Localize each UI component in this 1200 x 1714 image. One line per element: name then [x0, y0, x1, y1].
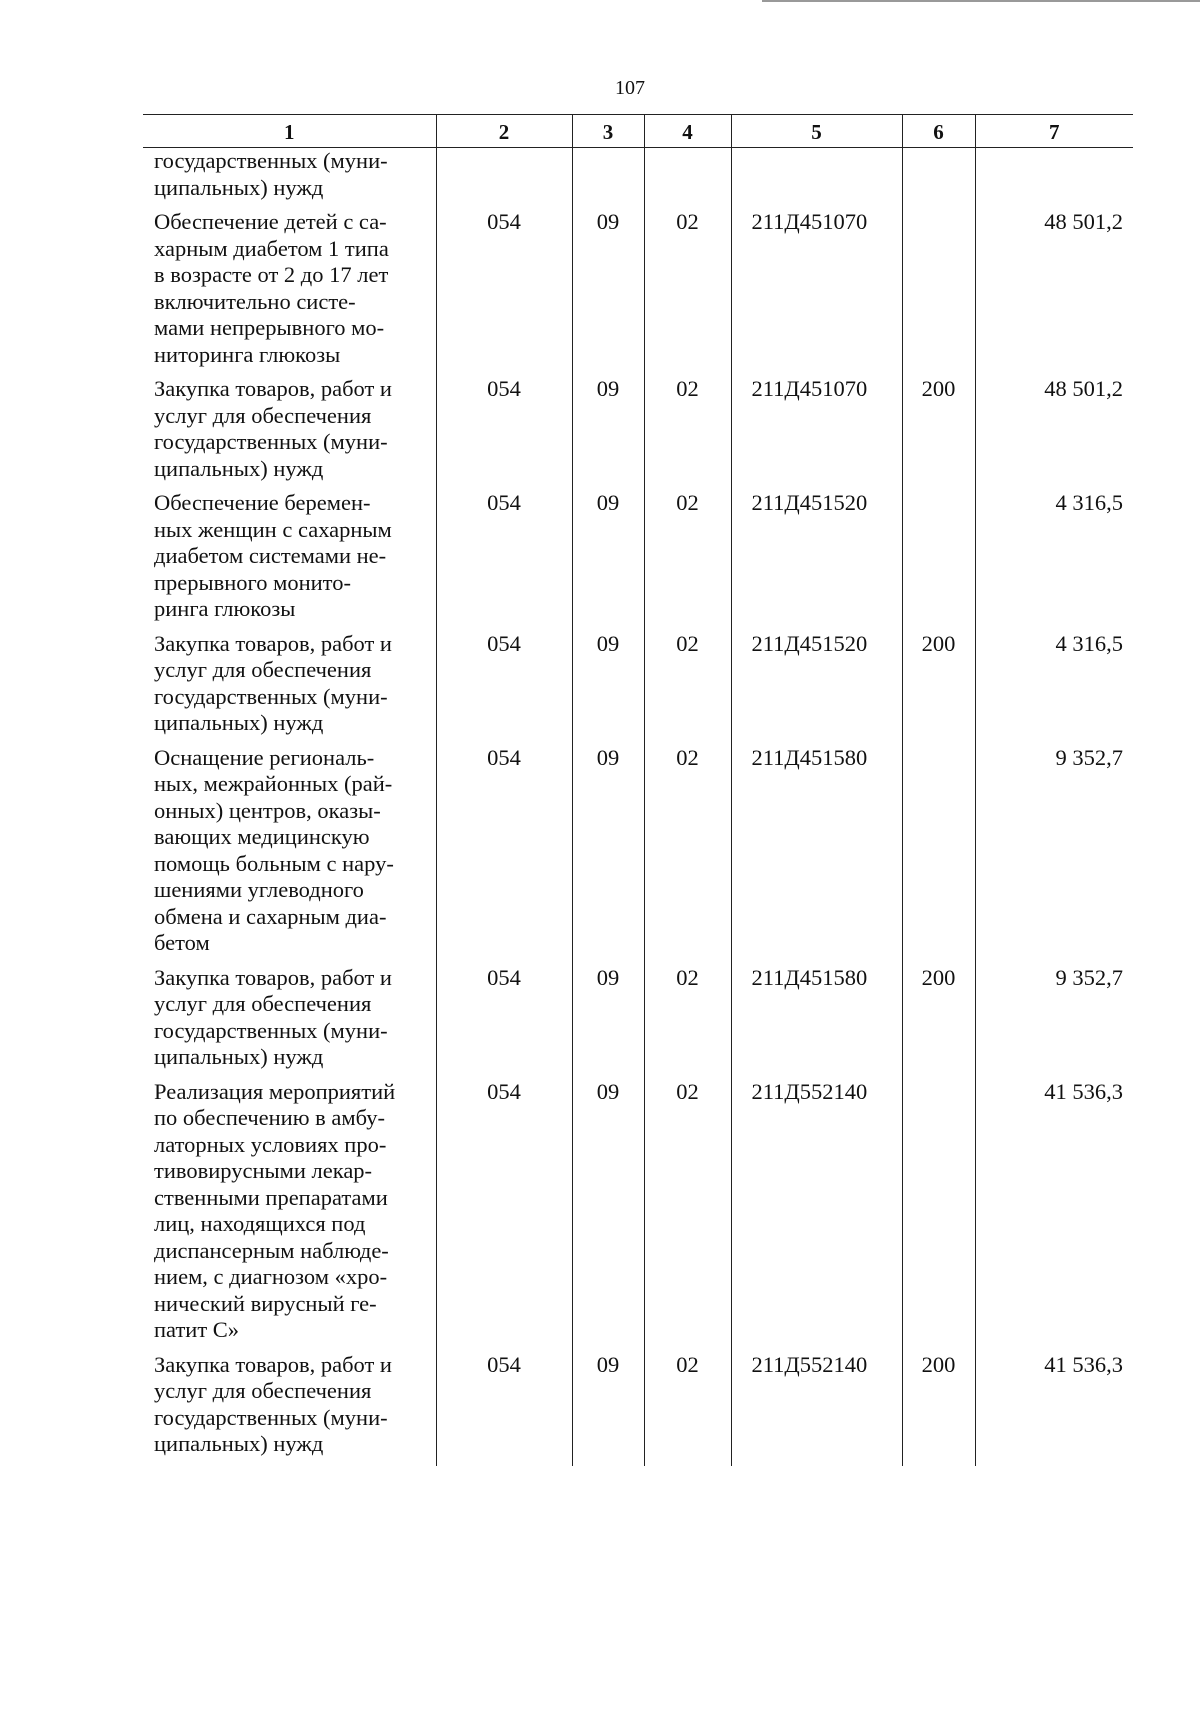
- table-row: [143, 745, 1133, 957]
- description-line: ственными препаратами: [154, 1184, 388, 1210]
- cell-description: [143, 965, 436, 1071]
- spacer-cell: [143, 1344, 436, 1352]
- description-line: государственных (муни-: [154, 683, 388, 709]
- spacer-cell: [143, 1071, 436, 1079]
- cell-amount: 4 316,5: [975, 631, 1133, 737]
- cell-ministry-code: 054: [436, 1079, 572, 1344]
- spacer-cell: [143, 368, 436, 376]
- description-line: Закупка товаров, работ и: [154, 964, 392, 990]
- spacer-cell: [975, 1071, 1133, 1079]
- description-line: ципальных) нужд: [154, 1044, 324, 1069]
- cell-target-article: 211Д451580: [731, 965, 902, 1071]
- spacer-cell: [975, 957, 1133, 965]
- cell-target-article: 211Д552140: [731, 1079, 902, 1344]
- row-spacer: [143, 957, 1133, 965]
- cell-expense-type: 200: [902, 1352, 975, 1458]
- description-line: обмена и сахарным диа-: [154, 903, 387, 929]
- cell-expense-type: [902, 745, 975, 957]
- spacer-cell: [731, 368, 902, 376]
- description-line: ных женщин с сахарным: [154, 516, 392, 542]
- spacer-cell: [644, 623, 731, 631]
- cell-target-article: 211Д451580: [731, 745, 902, 957]
- spacer-cell: [902, 1458, 975, 1466]
- spacer-cell: [572, 623, 644, 631]
- cell-subsection: 02: [644, 209, 731, 368]
- spacer-cell: [143, 957, 436, 965]
- spacer-cell: [731, 1458, 902, 1466]
- description-line: ципальных) нужд: [154, 455, 324, 481]
- page-number: 107: [615, 77, 645, 99]
- spacer-cell: [436, 368, 572, 376]
- cell-section: 09: [572, 209, 644, 368]
- spacer-cell: [975, 1458, 1133, 1466]
- description-line: нием, с диагнозом «хро-: [154, 1264, 388, 1289]
- cell-subsection: 02: [644, 490, 731, 623]
- spacer-cell: [143, 623, 436, 631]
- cell-subsection: 02: [644, 965, 731, 1071]
- cell-expense-type: [902, 148, 975, 202]
- header-col-4: 4: [644, 115, 731, 148]
- cell-description: [143, 490, 436, 623]
- spacer-cell: [644, 957, 731, 965]
- description-line: вающих медицинскую: [154, 824, 370, 849]
- table-row: [143, 631, 1133, 737]
- cell-description: [143, 1079, 436, 1344]
- description-line: лиц, находящихся под: [154, 1211, 366, 1236]
- description-line: ципальных) нужд: [154, 174, 324, 200]
- spacer-cell: [644, 1344, 731, 1352]
- description-line: ципальных) нужд: [154, 1431, 324, 1456]
- cell-subsection: 02: [644, 1079, 731, 1344]
- cell-description: [143, 631, 436, 737]
- cell-description: [143, 745, 436, 957]
- row-spacer: [143, 1071, 1133, 1079]
- cell-section: 09: [572, 631, 644, 737]
- description-line: государственных (муни-: [154, 148, 388, 173]
- spacer-cell: [902, 1071, 975, 1079]
- cell-subsection: 02: [644, 1352, 731, 1458]
- cell-section: 09: [572, 1079, 644, 1344]
- cell-ministry-code: 054: [436, 490, 572, 623]
- cell-expense-type: [902, 490, 975, 623]
- cell-expense-type: 200: [902, 376, 975, 482]
- spacer-cell: [143, 482, 436, 490]
- table-row: [143, 490, 1133, 623]
- spacer-cell: [975, 1344, 1133, 1352]
- cell-amount: 48 501,2: [975, 376, 1133, 482]
- spacer-cell: [902, 957, 975, 965]
- cell-amount: [975, 148, 1133, 202]
- cell-expense-type: [902, 209, 975, 368]
- description-line: помощь больным с нару-: [154, 850, 394, 876]
- spacer-cell: [572, 482, 644, 490]
- row-spacer: [143, 1344, 1133, 1352]
- header-col-3: 3: [572, 115, 644, 148]
- cell-subsection: [644, 148, 731, 202]
- spacer-cell: [731, 1344, 902, 1352]
- cell-amount: 41 536,3: [975, 1352, 1133, 1458]
- row-spacer: [143, 368, 1133, 376]
- table-row: [143, 1352, 1133, 1458]
- spacer-cell: [436, 1458, 572, 1466]
- cell-subsection: 02: [644, 376, 731, 482]
- table-row: [143, 148, 1133, 202]
- description-line: Реализация мероприятий: [154, 1078, 396, 1104]
- description-line: патит С»: [154, 1317, 240, 1342]
- cell-target-article: 211Д451070: [731, 376, 902, 482]
- description-line: Закупка товаров, работ и: [154, 376, 392, 401]
- description-line: ниторинга глюкозы: [154, 341, 341, 367]
- row-spacer: [143, 1458, 1133, 1466]
- cell-expense-type: 200: [902, 965, 975, 1071]
- cell-ministry-code: 054: [436, 631, 572, 737]
- row-spacer: [143, 623, 1133, 631]
- cell-amount: 4 316,5: [975, 490, 1133, 623]
- spacer-cell: [572, 368, 644, 376]
- cell-amount: 9 352,7: [975, 745, 1133, 957]
- spacer-cell: [572, 957, 644, 965]
- cell-section: 09: [572, 1352, 644, 1458]
- description-line: Обеспечение беремен-: [154, 490, 371, 515]
- spacer-cell: [436, 957, 572, 965]
- row-spacer: [143, 482, 1133, 490]
- budget-table: [143, 114, 1133, 1466]
- description-line: по обеспечению в амбу-: [154, 1105, 385, 1130]
- cell-ministry-code: 054: [436, 376, 572, 482]
- description-line: диспансерным наблюде-: [154, 1237, 389, 1263]
- table-row: [143, 1079, 1133, 1344]
- spacer-cell: [572, 1458, 644, 1466]
- spacer-cell: [436, 737, 572, 745]
- cell-description: [143, 148, 436, 202]
- description-line: Закупка товаров, работ и: [154, 1351, 392, 1377]
- spacer-cell: [644, 737, 731, 745]
- spacer-cell: [902, 1344, 975, 1352]
- spacer-cell: [902, 368, 975, 376]
- cell-section: [572, 148, 644, 202]
- header-col-5: 5: [731, 115, 902, 148]
- cell-target-article: 211Д451520: [731, 631, 902, 737]
- description-line: в возрасте от 2 до 17 лет: [154, 262, 389, 287]
- spacer-cell: [731, 482, 902, 490]
- description-line: услуг для обеспечения: [154, 402, 372, 428]
- header-col-1: 1: [143, 115, 436, 148]
- table-row: [143, 209, 1133, 368]
- cell-section: 09: [572, 490, 644, 623]
- cell-ministry-code: 054: [436, 209, 572, 368]
- spacer-cell: [572, 1071, 644, 1079]
- cell-amount: 41 536,3: [975, 1079, 1133, 1344]
- spacer-cell: [143, 1458, 436, 1466]
- cell-ministry-code: [436, 148, 572, 202]
- description-line: Оснащение региональ-: [154, 744, 375, 770]
- description-line: услуг для обеспечения: [154, 657, 372, 682]
- cell-expense-type: [902, 1079, 975, 1344]
- table-row: [143, 376, 1133, 482]
- header-col-7: 7: [975, 115, 1133, 148]
- table-header-row: [143, 115, 1133, 148]
- spacer-cell: [436, 1071, 572, 1079]
- spacer-cell: [644, 1458, 731, 1466]
- spacer-cell: [143, 201, 436, 209]
- spacer-cell: [902, 623, 975, 631]
- cell-ministry-code: 054: [436, 1352, 572, 1458]
- cell-subsection: 02: [644, 631, 731, 737]
- spacer-cell: [731, 957, 902, 965]
- cell-description: [143, 376, 436, 482]
- cell-subsection: 02: [644, 745, 731, 957]
- description-line: государственных (муни-: [154, 1404, 388, 1430]
- description-line: услуг для обеспечения: [154, 1378, 372, 1403]
- description-line: тивовирусными лекар-: [154, 1158, 373, 1183]
- description-line: государственных (муни-: [154, 1017, 388, 1043]
- row-spacer: [143, 201, 1133, 209]
- cell-description: [143, 1352, 436, 1458]
- spacer-cell: [436, 201, 572, 209]
- cell-section: 09: [572, 376, 644, 482]
- spacer-cell: [644, 201, 731, 209]
- header-col-2: 2: [436, 115, 572, 148]
- spacer-cell: [436, 482, 572, 490]
- spacer-cell: [975, 623, 1133, 631]
- spacer-cell: [731, 1071, 902, 1079]
- cell-target-article: 211Д451070: [731, 209, 902, 368]
- cell-amount: 48 501,2: [975, 209, 1133, 368]
- cell-ministry-code: 054: [436, 965, 572, 1071]
- cell-section: 09: [572, 965, 644, 1071]
- spacer-cell: [902, 482, 975, 490]
- description-line: государственных (муни-: [154, 429, 388, 454]
- top-edge-rule: [762, 0, 1200, 2]
- spacer-cell: [644, 368, 731, 376]
- spacer-cell: [731, 737, 902, 745]
- spacer-cell: [975, 368, 1133, 376]
- description-line: мами непрерывного мо-: [154, 315, 385, 340]
- spacer-cell: [975, 201, 1133, 209]
- cell-ministry-code: 054: [436, 745, 572, 957]
- spacer-cell: [436, 623, 572, 631]
- cell-target-article: [731, 148, 902, 202]
- cell-target-article: 211Д451520: [731, 490, 902, 623]
- description-line: диабетом системами не-: [154, 543, 387, 568]
- spacer-cell: [572, 201, 644, 209]
- description-line: включительно систе-: [154, 288, 356, 314]
- description-line: харным диабетом 1 типа: [154, 235, 389, 261]
- budget-table-container: [143, 114, 1133, 1466]
- cell-target-article: 211Д552140: [731, 1352, 902, 1458]
- description-line: ных, межрайонных (рай-: [154, 771, 393, 796]
- spacer-cell: [975, 482, 1133, 490]
- description-line: бетом: [154, 930, 210, 955]
- description-line: нический вирусный ге-: [154, 1290, 377, 1316]
- cell-expense-type: 200: [902, 631, 975, 737]
- description-line: Закупка товаров, работ и: [154, 630, 392, 656]
- spacer-cell: [436, 1344, 572, 1352]
- table-row: [143, 965, 1133, 1071]
- description-line: шениями углеводного: [154, 877, 364, 902]
- spacer-cell: [572, 1344, 644, 1352]
- row-spacer: [143, 737, 1133, 745]
- spacer-cell: [975, 737, 1133, 745]
- cell-description: [143, 209, 436, 368]
- spacer-cell: [572, 737, 644, 745]
- header-col-6: 6: [902, 115, 975, 148]
- cell-amount: 9 352,7: [975, 965, 1133, 1071]
- description-line: онных) центров, оказы-: [154, 797, 381, 823]
- spacer-cell: [644, 1071, 731, 1079]
- description-line: Обеспечение детей с са-: [154, 209, 387, 234]
- spacer-cell: [731, 623, 902, 631]
- table-body: [143, 148, 1133, 1466]
- spacer-cell: [902, 737, 975, 745]
- spacer-cell: [731, 201, 902, 209]
- spacer-cell: [143, 737, 436, 745]
- description-line: ципальных) нужд: [154, 710, 324, 735]
- description-line: услуг для обеспечения: [154, 991, 372, 1016]
- spacer-cell: [902, 201, 975, 209]
- spacer-cell: [644, 482, 731, 490]
- description-line: ринга глюкозы: [154, 596, 296, 621]
- description-line: латорных условиях про-: [154, 1131, 387, 1157]
- cell-section: 09: [572, 745, 644, 957]
- description-line: прерывного монито-: [154, 569, 351, 595]
